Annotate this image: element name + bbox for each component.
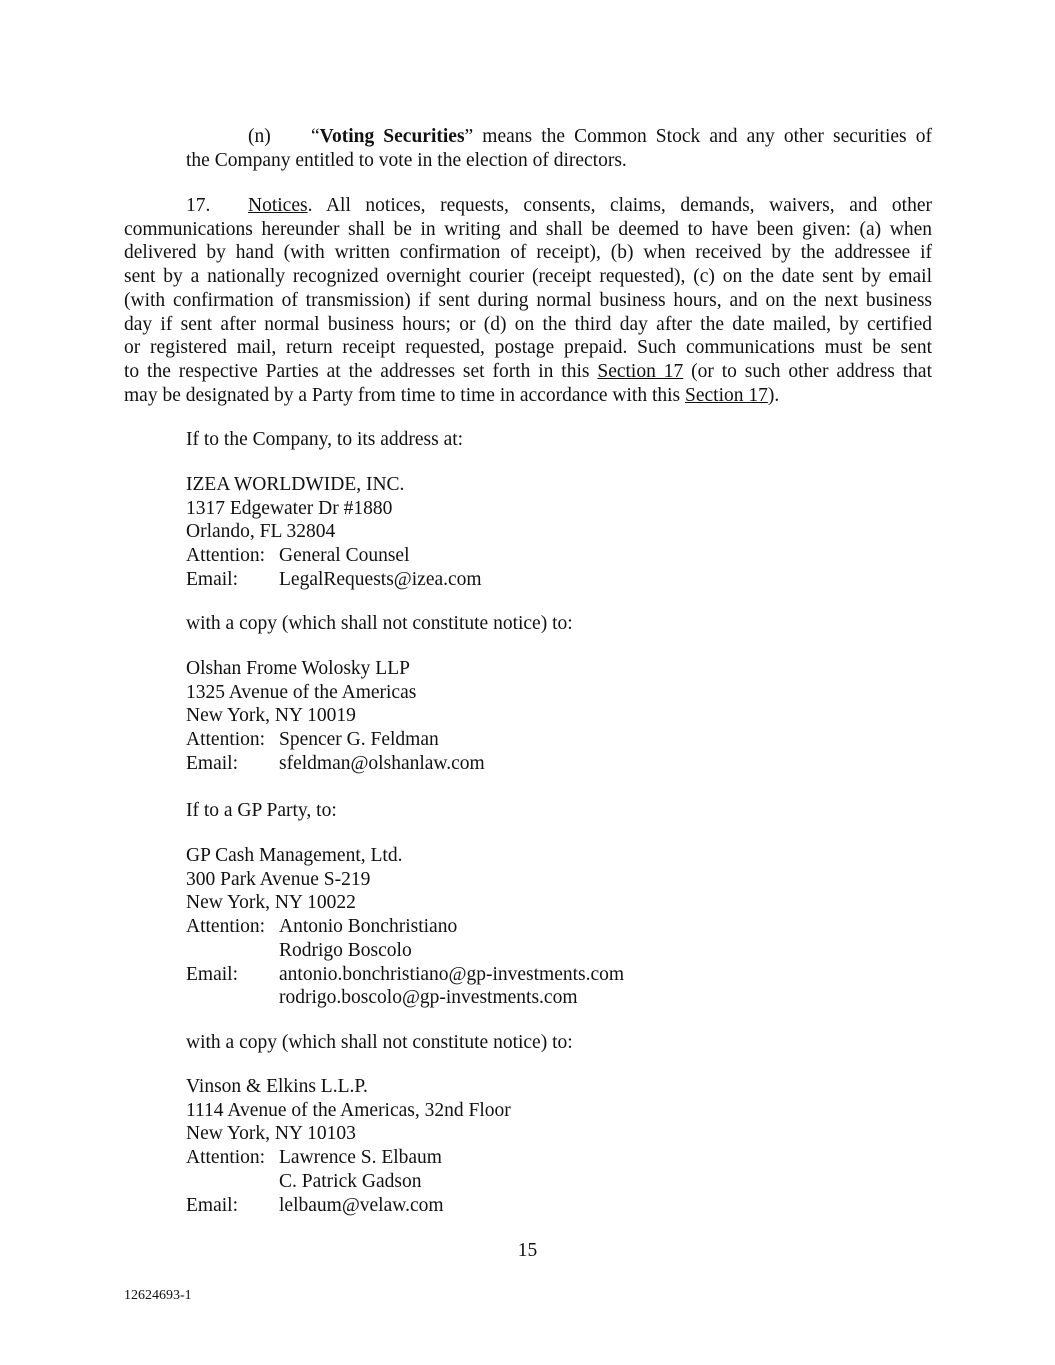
gp-intro: If to a GP Party, to: [186,800,337,821]
document-id: 12624693-1 [124,1288,192,1303]
company-intro: If to the Company, to its address at: [186,429,464,450]
company-attention: Attention: General Counsel [186,545,410,567]
gp-counsel-attention-2: C. Patrick Gadson [279,1170,422,1192]
company-counsel-address-block [186,657,485,776]
defined-term: Voting Securities [319,126,465,147]
counsel-city: New York, NY 10019 [186,705,356,727]
section-17-line-5: (with confirmation of transmission) if sent during normal business hours, and on the next business [124,289,932,311]
section-17-line-1: 17. Notices. All notices, requests, consents, claims, demands, waivers, and other [186,195,932,216]
gp-address-block [186,844,624,1010]
company-name: IZEA WORLDWIDE, INC. [186,474,405,495]
definition-voting-securities [186,125,932,172]
gp-email: Email: antonio.bonchristiano@gp-investments.com [186,963,625,985]
section-17-line-3: delivered by hand (with written confirmation of receipt), (b) when received by the addressee if [124,242,932,264]
definition-line-2: the Company entitled to vote in the election of directors. [186,149,627,171]
gp-city: New York, NY 10022 [186,892,356,914]
definition-line-1: (n) “Voting Securities” means the Common Stock and any other securities of [248,126,932,147]
counsel-attention: Attention: Spencer G. Feldman [186,729,439,751]
section-17-cross-reference: Section 17 [597,360,684,382]
page-number: 15 [517,1240,538,1261]
section-17-line-2: communications hereunder shall be in writing and shall be deemed to have been given: (a) when [124,218,932,240]
item-label: (n) [248,126,271,147]
section-17-line-6: day if sent after normal business hours; or (d) on the third day after the date mailed, by certified [124,313,932,335]
company-street: 1317 Edgewater Dr #1880 [186,497,393,519]
gp-street: 300 Park Avenue S-219 [186,868,371,890]
gp-name: GP Cash Management, Ltd. [186,845,403,866]
section-number: 17. [186,195,211,216]
gp-attention-2: Rodrigo Boscolo [279,939,412,961]
counsel-street: 1325 Avenue of the Americas [186,681,417,703]
gp-counsel-attention: Attention: Lawrence S. Elbaum [186,1147,442,1169]
section-17-line-8: to the respective Parties at the addresses set forth in this Section 17 (or to such other address that [124,360,932,382]
gp-attention: Attention: Antonio Bonchristiano [186,916,458,938]
company-address-block [186,473,482,592]
copy-intro-gp: with a copy (which shall not constitute notice) to: [186,1032,573,1053]
section-heading: Notices [248,195,308,216]
company-email: Email: LegalRequests@izea.com [186,568,482,590]
copy-intro-company: with a copy (which shall not constitute notice) to: [186,613,573,634]
gp-email-2: rodrigo.boscolo@gp-investments.com [279,987,578,1009]
gp-counsel-email: Email: lelbaum@velaw.com [186,1194,444,1216]
section-17-cross-reference: Section 17 [685,384,768,406]
section-17-notices [124,194,932,407]
section-17-line-4: sent by a nationally recognized overnight courier (receipt requested), (c) on the date sent by email [124,266,932,288]
gp-counsel-street: 1114 Avenue of the Americas, 32nd Floor [186,1099,511,1121]
counsel-name: Olshan Frome Wolosky LLP [186,658,410,679]
gp-counsel-address-block [186,1075,511,1217]
section-17-line-7: or registered mail, return receipt requested, postage prepaid. Such communications must be sent [124,337,932,359]
company-city: Orlando, FL 32804 [186,521,336,543]
section-17-line-9: may be designated by a Party from time to time in accordance with this Section 17). [124,384,780,406]
gp-counsel-city: New York, NY 10103 [186,1123,356,1145]
gp-counsel-name: Vinson & Elkins L.L.P. [186,1076,368,1097]
counsel-email: Email: sfeldman@olshanlaw.com [186,752,485,774]
